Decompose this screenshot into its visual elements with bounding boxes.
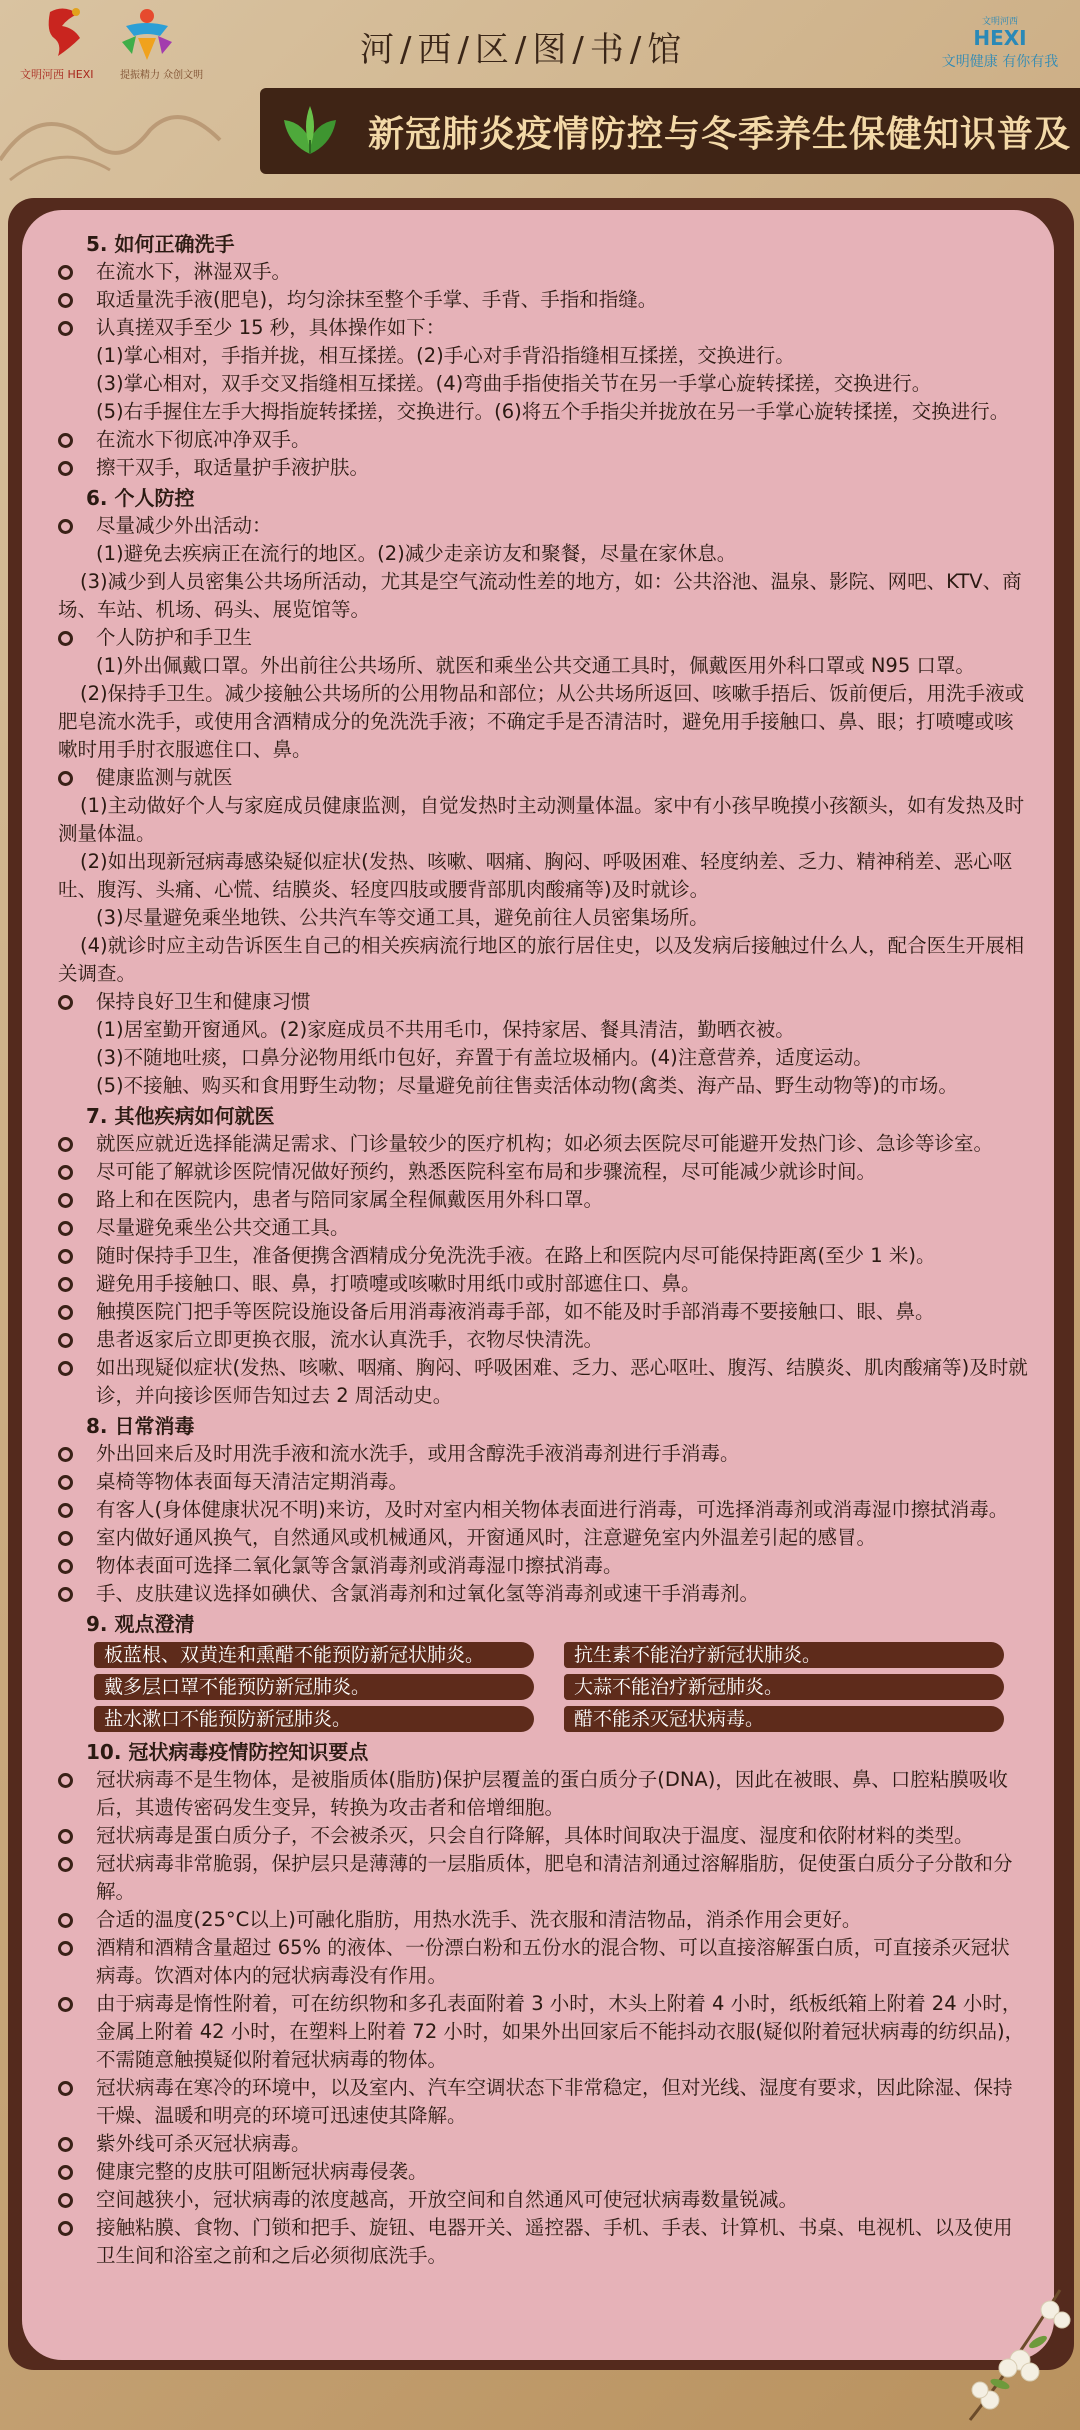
list-item: 酒精和酒精含量超过 65% 的液体、一份漂白粉和五份水的混合物、可以直接溶解蛋白质，可直接杀灭冠状病毒。饮酒对体内的冠状病毒没有作用。 xyxy=(58,1934,1028,1990)
list-item: 由于病毒是惰性附着，可在纺织物和多孔表面附着 3 小时，木头上附着 4 小时，纸板纸箱上附着 24 小时，金属上附着 42 小时，在塑料上附着 72 小时，如果外出回家后不能抖动衣服(疑似附着冠状病毒的纺织品)，不需随意触摸疑似附着冠状病毒的物体。 xyxy=(58,1990,1028,2074)
paragraph: (1)主动做好个人与家庭成员健康监测，自觉发热时主动测量体温。家中有小孩早晚摸小孩额头，如有发热及时测量体温。 xyxy=(58,794,1025,845)
myth-pill: 板蓝根、双黄连和熏醋不能预防新冠状肺炎。 xyxy=(94,1642,534,1668)
list-item: 随时保持手卫生，准备便携含酒精成分免洗洗手液。在路上和医院内尽可能保持距离(至少 1 米)。 xyxy=(58,1242,1028,1270)
list-item: 如出现疑似症状(发热、咳嗽、咽痛、胸闷、呼吸困难、乏力、恶心呕吐、腹泻、结膜炎、肌肉酸痛等)及时就诊，并向接诊医师告知过去 2 周活动史。 xyxy=(58,1354,1028,1410)
myth-pill: 戴多层口罩不能预防新冠肺炎。 xyxy=(94,1674,534,1700)
myth-pill: 抗生素不能治疗新冠状肺炎。 xyxy=(564,1642,1004,1668)
right-logo-caption: 文明健康 有你有我 xyxy=(941,54,1059,70)
sub-item: (5)右手握住左手大拇指旋转揉搓，交换进行。(6)将五个手指尖并拢放在另一手掌心旋转揉搓，交换进行。 xyxy=(96,400,1010,423)
sub-item: (1)避免去疾病正在流行的地区。(2)减少走亲访友和聚餐，尽量在家休息。 xyxy=(96,542,737,565)
list-item: 桌椅等物体表面每天清洁定期消毒。 xyxy=(58,1468,1028,1496)
sub-item: (1)居室勤开窗通风。(2)家庭成员不共用毛巾，保持家居、餐具清洁，勤晒衣被。 xyxy=(96,1018,795,1041)
section-heading: 9. 观点澄清 xyxy=(86,1612,195,1636)
decorative-cloud-icon xyxy=(0,80,260,190)
right-logo-top: 文明河西 xyxy=(981,17,1018,27)
section-heading: 8. 日常消毒 xyxy=(86,1414,195,1438)
list-item: 擦干双手，取适量护手液护肤。 xyxy=(58,454,1028,482)
list-item: 尽量减少外出活动： xyxy=(58,512,1028,540)
sub-item: (3)掌心相对，双手交叉指缝相互揉搓。(4)弯曲手指使指关节在另一手掌心旋转揉搓，交换进行。 xyxy=(96,372,932,395)
left-logo-caption: 文明河西 HEXI xyxy=(20,68,94,81)
list-item: 手、皮肤建议选择如碘伏、含氯消毒剂和过氧化氢等消毒剂或速干手消毒剂。 xyxy=(58,1580,1028,1608)
list-item: 冠状病毒是蛋白质分子，不会被杀灭，只会自行降解，具体时间取决于温度、湿度和依附材料的类型。 xyxy=(58,1822,1028,1850)
list-item: 在流水下彻底冲净双手。 xyxy=(58,426,1028,454)
section-heading: 7. 其他疾病如何就医 xyxy=(86,1104,275,1128)
list-item: 外出回来后及时用洗手液和流水洗手，或用含醇洗手液消毒剂进行手消毒。 xyxy=(58,1440,1028,1468)
myth-pill: 醋不能杀灭冠状病毒。 xyxy=(564,1706,1004,1732)
wenming-hexi-logo-icon xyxy=(40,4,88,60)
sub-item: (3)尽量避免乘坐地铁、公共汽车等交通工具，避免前往人员密集场所。 xyxy=(96,906,709,929)
paragraph: (3)减少到人员密集公共场所活动，尤其是空气流动性差的地方，如：公共浴池、温泉、影院、网吧、KTV、商场、车站、机场、码头、展览馆等。 xyxy=(58,570,1022,621)
list-item: 空间越狭小，冠状病毒的浓度越高，开放空间和自然通风可使冠状病毒数量锐减。 xyxy=(58,2186,1028,2214)
paragraph: (2)保持手卫生。减少接触公共场所的公用物品和部位；从公共场所返回、咳嗽手捂后、饭前便后，用洗手液或肥皂流水洗手，或使用含酒精成分的免洗洗手液；不确定手是否清洁时，避免用手接触口、鼻、眼；打喷嚏或咳嗽时用手肘衣服遮住口、鼻。 xyxy=(58,682,1025,761)
list-item: 就医应就近选择能满足需求、门诊量较少的医疗机构；如必须去医院尽可能避开发热门诊、急诊等诊室。 xyxy=(58,1130,1028,1158)
list-item: 合适的温度(25°C以上)可融化脂肪，用热水洗手、洗衣服和清洁物品，消杀作用会更好。 xyxy=(58,1906,1028,1934)
list-item: 冠状病毒不是生物体，是被脂质体(脂肪)保护层覆盖的蛋白质分子(DNA)，因此在被眼、鼻、口腔粘膜吸收后，其遗传密码发生变异，转换为攻击者和倍增细胞。 xyxy=(58,1766,1028,1822)
flower-decoration-icon xyxy=(950,2250,1080,2430)
list-item: 尽可能了解就诊医院情况做好预约，熟悉医院科室布局和步骤流程，尽可能减少就诊时间。 xyxy=(58,1158,1028,1186)
myth-list xyxy=(94,1642,1028,1732)
sub-item: (3)不随地吐痰，口鼻分泌物用纸巾包好，弃置于有盖垃圾桶内。(4)注意营养，适度运动。 xyxy=(96,1046,873,1069)
list-item: 避免用手接触口、眼、鼻，打喷嚏或咳嗽时用纸巾或肘部遮住口、鼻。 xyxy=(58,1270,1028,1298)
list-item: 认真搓双手至少 15 秒，具体操作如下： xyxy=(58,314,1028,342)
right-logo-en: HEXI xyxy=(973,26,1027,50)
left-logo-caption-2: 提振精力 众创文明 xyxy=(120,70,204,81)
section-heading: 5. 如何正确洗手 xyxy=(86,232,235,256)
list-item: 保持良好卫生和健康习惯 xyxy=(58,988,1028,1016)
sub-item: (1)掌心相对，手指并拢，相互揉搓。(2)手心对手背沿指缝相互揉搓，交换进行。 xyxy=(96,344,795,367)
library-title: 河/西/区/图/书/馆 xyxy=(360,30,688,70)
title-banner xyxy=(260,88,1080,174)
list-item: 取适量洗手液(肥皂)，均匀涂抹至整个手掌、手背、手指和指缝。 xyxy=(58,286,1028,314)
list-item: 个人防护和手卫生 xyxy=(58,624,1028,652)
list-item: 路上和在医院内，患者与陪同家属全程佩戴医用外科口罩。 xyxy=(58,1186,1028,1214)
list-item: 冠状病毒在寒冷的环境中，以及室内、汽车空调状态下非常稳定，但对光线、湿度有要求，因此除湿、保持干燥、温暖和明亮的环境可迅速使其降解。 xyxy=(58,2074,1028,2130)
paragraph: (4)就诊时应主动告诉医生自己的相关疾病流行地区的旅行居住史，以及发病后接触过什么人，配合医生开展相关调查。 xyxy=(58,934,1025,985)
banner-title: 新冠肺炎疫情防控与冬季养生保健知识普及 xyxy=(368,113,1072,155)
leaf-icon xyxy=(278,104,342,158)
sub-item: (5)不接触、购买和食用野生动物；尽量避免前往售卖活体动物(禽类、海产品、野生动物等)的市场。 xyxy=(96,1074,958,1097)
list-item: 冠状病毒非常脆弱，保护层只是薄薄的一层脂质体，肥皂和清洁剂通过溶解脂肪，促使蛋白质分子分散和分解。 xyxy=(58,1850,1028,1906)
list-item: 尽量避免乘坐公共交通工具。 xyxy=(58,1214,1028,1242)
myth-pill: 盐水漱口不能预防新冠肺炎。 xyxy=(94,1706,534,1732)
list-item: 在流水下，淋湿双手。 xyxy=(58,258,1028,286)
content-body xyxy=(58,228,1028,2270)
list-item: 触摸医院门把手等医院设施设备后用消毒液消毒手部，如不能及时手部消毒不要接触口、眼、鼻。 xyxy=(58,1298,1028,1326)
section-heading: 6. 个人防控 xyxy=(86,486,195,510)
right-logo xyxy=(930,14,1070,84)
list-item: 紫外线可杀灭冠状病毒。 xyxy=(58,2130,1028,2158)
list-item: 患者返家后立即更换衣服，流水认真洗手，衣物尽快清洗。 xyxy=(58,1326,1028,1354)
paragraph: (2)如出现新冠病毒感染疑似症状(发热、咳嗽、咽痛、胸闷、呼吸困难、轻度纳差、乏力、精神稍差、恶心呕吐、腹泻、头痛、心慌、结膜炎、轻度四肢或腰背部肌肉酸痛等)及时就诊。 xyxy=(58,850,1013,901)
list-item: 室内做好通风换气，自然通风或机械通风，开窗通风时，注意避免室内外温差引起的感冒。 xyxy=(58,1524,1028,1552)
list-item: 接触粘膜、食物、门锁和把手、旋钮、电器开关、遥控器、手机、手表、计算机、书桌、电视机、以及使用卫生间和浴室之前和之后必须彻底洗手。 xyxy=(58,2214,1028,2270)
list-item: 健康监测与就医 xyxy=(58,764,1028,792)
section-heading: 10. 冠状病毒疫情防控知识要点 xyxy=(86,1740,369,1764)
myth-pill: 大蒜不能治疗新冠肺炎。 xyxy=(564,1674,1004,1700)
list-item: 物体表面可选择二氧化氯等含氯消毒剂或消毒湿巾擦拭消毒。 xyxy=(58,1552,1028,1580)
community-logo-icon xyxy=(118,6,176,62)
content-panel xyxy=(22,210,1054,2360)
list-item: 健康完整的皮肤可阻断冠状病毒侵袭。 xyxy=(58,2158,1028,2186)
list-item: 有客人(身体健康状况不明)来访，及时对室内相关物体表面进行消毒，可选择消毒剂或消毒湿巾擦拭消毒。 xyxy=(58,1496,1028,1524)
sub-item: (1)外出佩戴口罩。外出前往公共场所、就医和乘坐公共交通工具时，佩戴医用外科口罩或 N95 口罩。 xyxy=(96,654,975,677)
